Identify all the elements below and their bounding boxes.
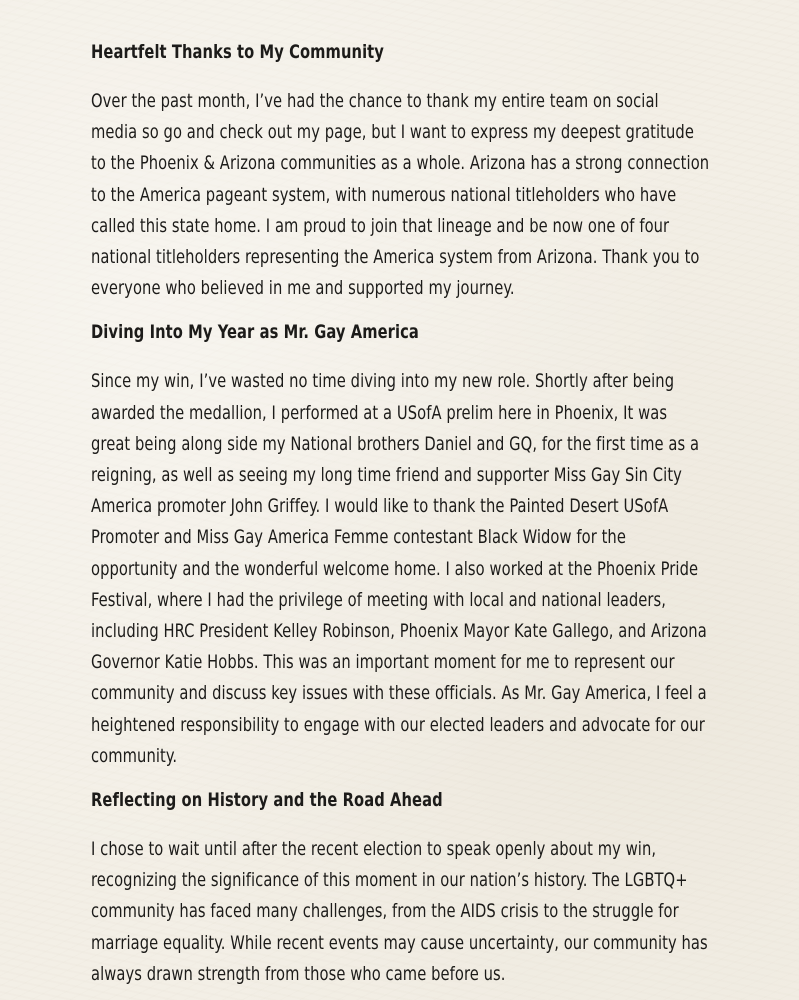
section-heading-history-and-road-ahead: Reflecting on History and the Road Ahead bbox=[91, 789, 443, 812]
section-heading-year-as-mr-gay-america: Diving Into My Year as Mr. Gay America bbox=[91, 321, 419, 344]
section-heading-community-thanks: Heartfelt Thanks to My Community bbox=[91, 41, 384, 63]
section-paragraph-community-thanks: Over the past month, I’ve had the chance to thank my entire team on social media so go and check out my page, but I want to express my deepest gratitude to the Phoenix & Arizona communities as a whole. Arizona has a strong connection to the America pageant system, with numerous national titleholders who have called this state home. I am proud to join that lineage and be now one of four national titleholders representing the America system from Arizona. Thank you to everyone who believed in me and supported my journey. bbox=[91, 90, 710, 300]
section-paragraph-year-as-mr-gay-america: Since my win, I’ve wasted no time diving into my new role. Shortly after being awarded the medallion, I performed at a USofA prelim here in Phoenix, It was great being along side my National brothers Daniel and GQ, for the first time as a reigning, as well as seeing my long time friend and supporter Miss Gay Sin City America promoter John Griffey. I would like to thank the Painted Desert USofA Promoter and Miss Gay America Femme contestant Black Widow for the opportunity and the wonderful welcome home. I also worked at the Phoenix Pride Festival, where I had the privilege of meeting with local and national leaders, including HRC President Kelley Robinson, Phoenix Mayor Kate Gallego, and Arizona Governor Katie Hobbs. This was an important moment for me to represent our community and discuss key issues with these officials. As Mr. Gay America, I feel a heightened responsibility to engage with our elected leaders and advocate for our community. bbox=[91, 370, 707, 767]
article-body bbox=[91, 38, 711, 990]
section-paragraph-history-and-road-ahead: I chose to wait until after the recent election to speak openly about my win, recognizing the significance of this moment in our nation’s history. The LGBTQ+ community has faced many challenges, from the AIDS crisis to the struggle for marriage equality. While recent events may cause uncertainty, our community has always drawn strength from those who came before us. bbox=[91, 838, 708, 985]
